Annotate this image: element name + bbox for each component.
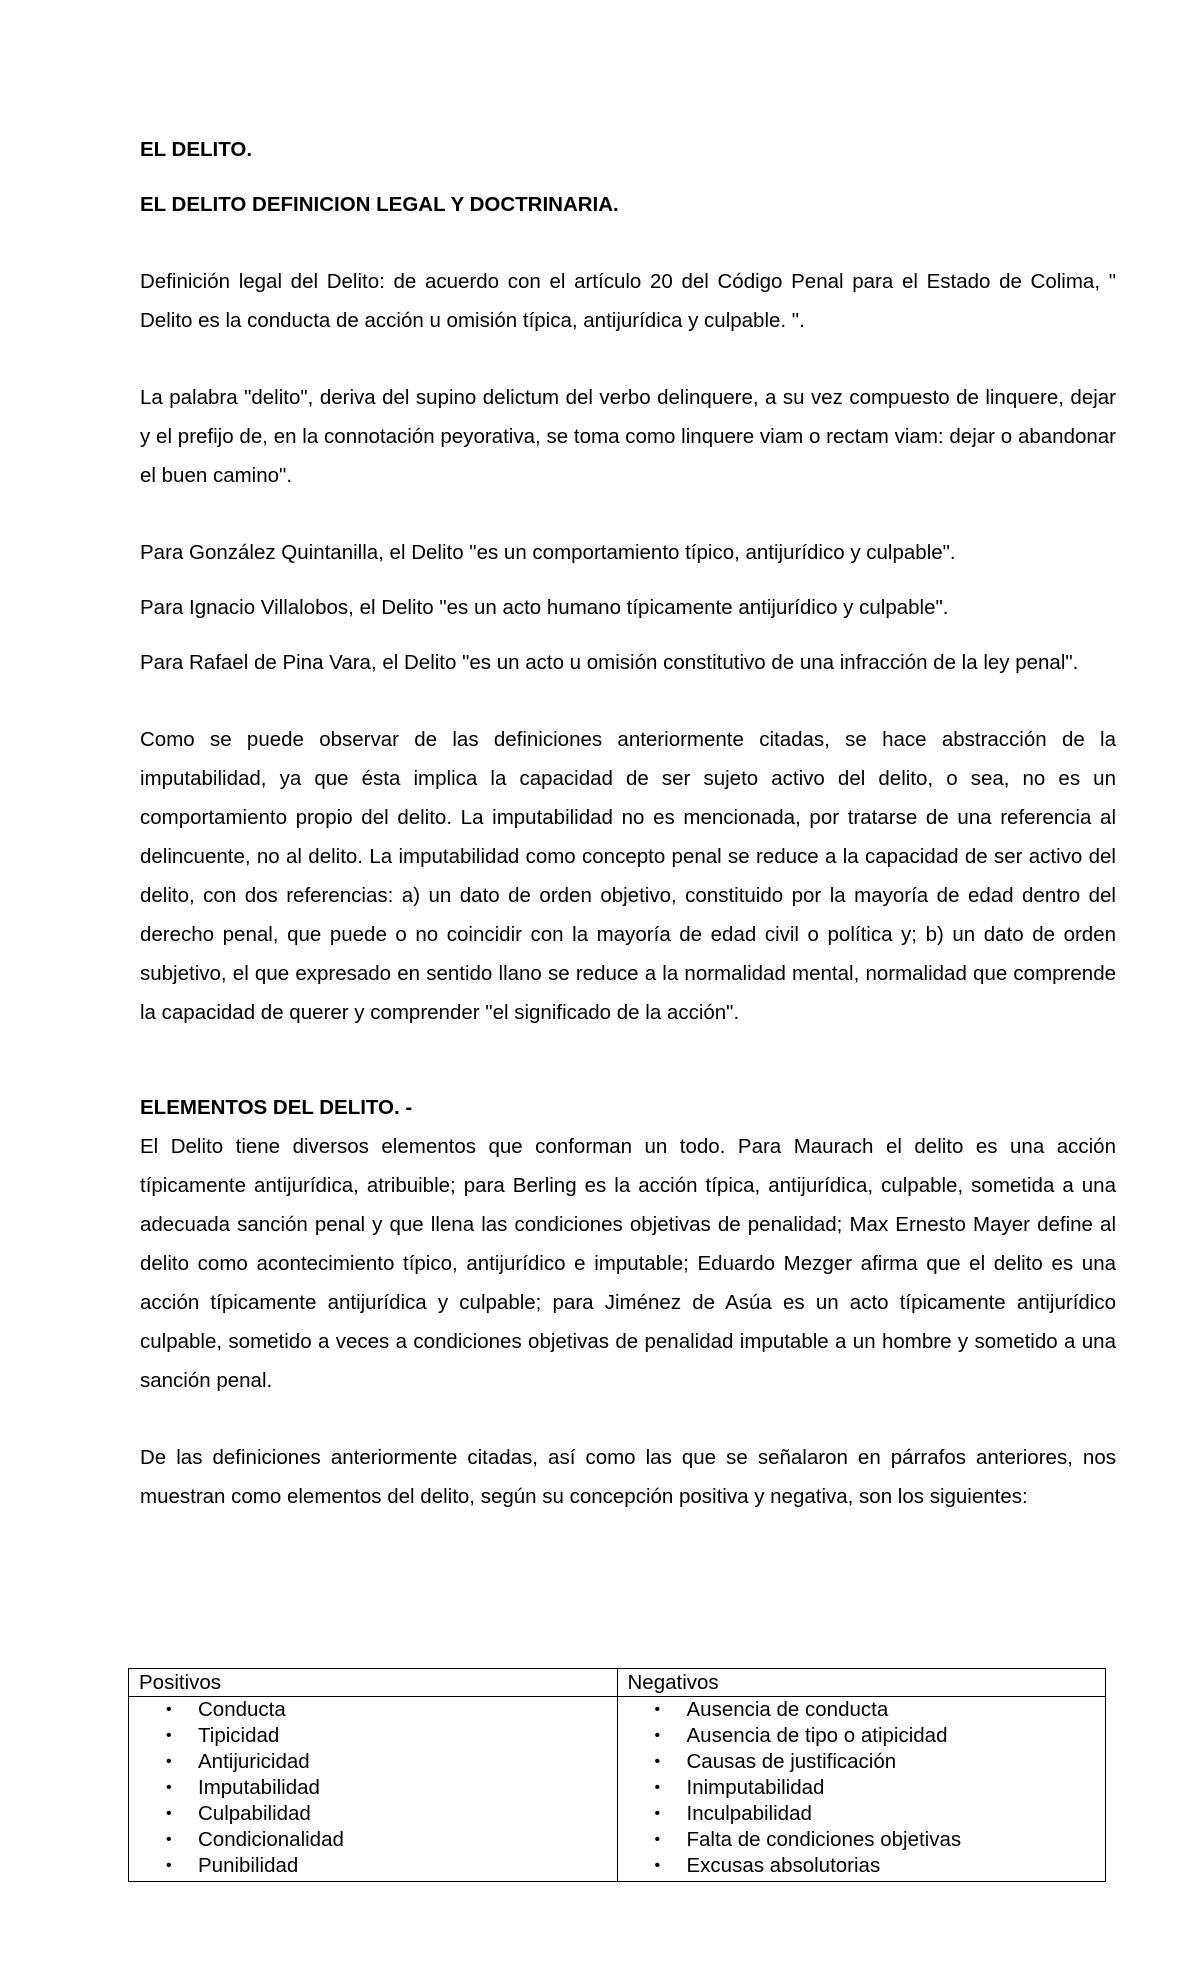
- negativos-header: Negativos: [617, 1669, 1106, 1697]
- list-item: [139, 1801, 607, 1827]
- list-item-label: Falta de condiciones objetivas: [686, 1828, 962, 1851]
- bullet-icon: •: [654, 1727, 661, 1744]
- list-item: [139, 1853, 607, 1879]
- bullet-icon: •: [654, 1779, 661, 1796]
- list-item-label: Antijuricidad: [198, 1750, 310, 1773]
- list-item-label: Imputabilidad: [198, 1776, 320, 1799]
- list-item: [628, 1749, 1096, 1775]
- bullet-icon: •: [166, 1805, 172, 1822]
- negativos-list: [628, 1697, 1096, 1881]
- paragraph-ignacio-villalobos: Para Ignacio Villalobos, el Delito "es un acto humano típicamente antijurídico y culpable".: [140, 596, 949, 619]
- list-item: [628, 1697, 1096, 1723]
- list-item: [139, 1775, 607, 1801]
- list-item-label: Punibilidad: [198, 1854, 299, 1877]
- list-item-label: Tipicidad: [198, 1724, 280, 1747]
- list-item: [628, 1801, 1096, 1827]
- list-item: [139, 1723, 607, 1749]
- list-item-label: Condicionalidad: [198, 1828, 344, 1851]
- list-item: [628, 1723, 1096, 1749]
- list-item: [628, 1775, 1096, 1801]
- list-item: [628, 1827, 1096, 1853]
- bullet-icon: •: [654, 1857, 661, 1874]
- paragraph-gonzalez-quintanilla: Para González Quintanilla, el Delito "es un comportamiento típico, antijurídico y culpable".: [140, 541, 956, 564]
- paragraph-elements-authors: El Delito tiene diversos elementos que conforman un todo. Para Maurach el delito es una acción típicamente antijurídica, atribuible; para Berling es la acción típica, antijurídica, culpable, sometida a una adecuada sanción penal y que llena las condiciones objetivas de penalidad; Max Ernesto Mayer define al delito como acontecimiento típico, antijurídico e imputable; Eduardo Mezger afirma que el delito es una acción típicamente antijurídica y culpable; para Jiménez de Asúa es un acto típicamente antijurídico culpable, sometido a veces a condiciones objetivas de penalidad imputable a un hombre y sometido a una sanción penal.: [140, 1135, 1116, 1392]
- list-item: [628, 1853, 1096, 1879]
- positivos-list: [139, 1697, 607, 1881]
- bullet-icon: •: [166, 1857, 172, 1874]
- list-item-label: Ausencia de conducta: [686, 1698, 889, 1721]
- paragraph-rafael-de-pina-vara: Para Rafael de Pina Vara, el Delito "es un acto u omisión constitutivo de una infracción de la ley penal".: [140, 651, 1079, 674]
- list-item: [139, 1749, 607, 1775]
- list-item: [139, 1697, 607, 1723]
- bullet-icon: •: [166, 1753, 172, 1770]
- list-item-label: Inculpabilidad: [686, 1802, 812, 1825]
- bullet-icon: •: [654, 1805, 661, 1822]
- negativos-cell: [617, 1697, 1106, 1882]
- bullet-icon: •: [166, 1727, 172, 1744]
- table-body-row: [129, 1697, 1106, 1882]
- list-item-label: Causas de justificación: [686, 1750, 897, 1773]
- list-item-label: Culpabilidad: [198, 1802, 311, 1825]
- list-item-label: Conducta: [198, 1698, 286, 1721]
- list-item-label: Inimputabilidad: [686, 1776, 825, 1799]
- table-header-row: [129, 1669, 1106, 1697]
- bullet-icon: •: [166, 1701, 172, 1718]
- list-item: [139, 1827, 607, 1853]
- list-item-label: Excusas absolutorias: [686, 1854, 881, 1877]
- positivos-header: Positivos: [129, 1669, 618, 1697]
- document-subtitle: EL DELITO DEFINICION LEGAL Y DOCTRINARIA.: [140, 193, 619, 216]
- document-title: EL DELITO.: [140, 138, 253, 161]
- paragraph-elements-intro: De las definiciones anteriormente citadas, así como las que se señalaron en párrafos anteriores, nos muestran como elementos del delito, según su concepción positiva y negativa, son los siguientes:: [140, 1446, 1116, 1508]
- paragraph-legal-definition: Definición legal del Delito: de acuerdo con el artículo 20 del Código Penal para el Estado de Colima, " Delito es la conducta de acción u omisión típica, antijurídica y culpable. ".: [140, 270, 1116, 332]
- bullet-icon: •: [654, 1701, 661, 1718]
- paragraph-etymology: La palabra "delito", deriva del supino delictum del verbo delinquere, a su vez compuesto de linquere, dejar y el prefijo de, en la connotación peyorativa, se toma como linquere viam o rectam viam: dejar o abandonar el buen camino".: [140, 386, 1116, 487]
- bullet-icon: •: [654, 1831, 661, 1848]
- bullet-icon: •: [166, 1779, 172, 1796]
- elements-heading: ELEMENTOS DEL DELITO. -: [140, 1096, 413, 1119]
- bullet-icon: •: [654, 1753, 661, 1770]
- positivos-cell: [129, 1697, 618, 1882]
- document-body: [140, 130, 1116, 1516]
- paragraph-imputabilidad: Como se puede observar de las definiciones anteriormente citadas, se hace abstracción de la imputabilidad, ya que ésta implica la capacidad de ser sujeto activo del delito, o sea, no es un comportamiento propio del delito. La imputabilidad no es mencionada, por tratarse de una referencia al delincuente, no al delito. La imputabilidad como concepto penal se reduce a la capacidad de ser activo del delito, con dos referencias: a) un dato de orden objetivo, constituido por la mayoría de edad dentro del derecho penal, que puede o no coincidir con la mayoría de edad civil o política y; b) un dato de orden subjetivo, el que expresado en sentido llano se reduce a la normalidad mental, normalidad que comprende la capacidad de querer y comprender "el significado de la acción".: [140, 728, 1116, 1024]
- elements-table: [128, 1668, 1106, 1882]
- bullet-icon: •: [166, 1831, 172, 1848]
- list-item-label: Ausencia de tipo o atipicidad: [686, 1724, 948, 1747]
